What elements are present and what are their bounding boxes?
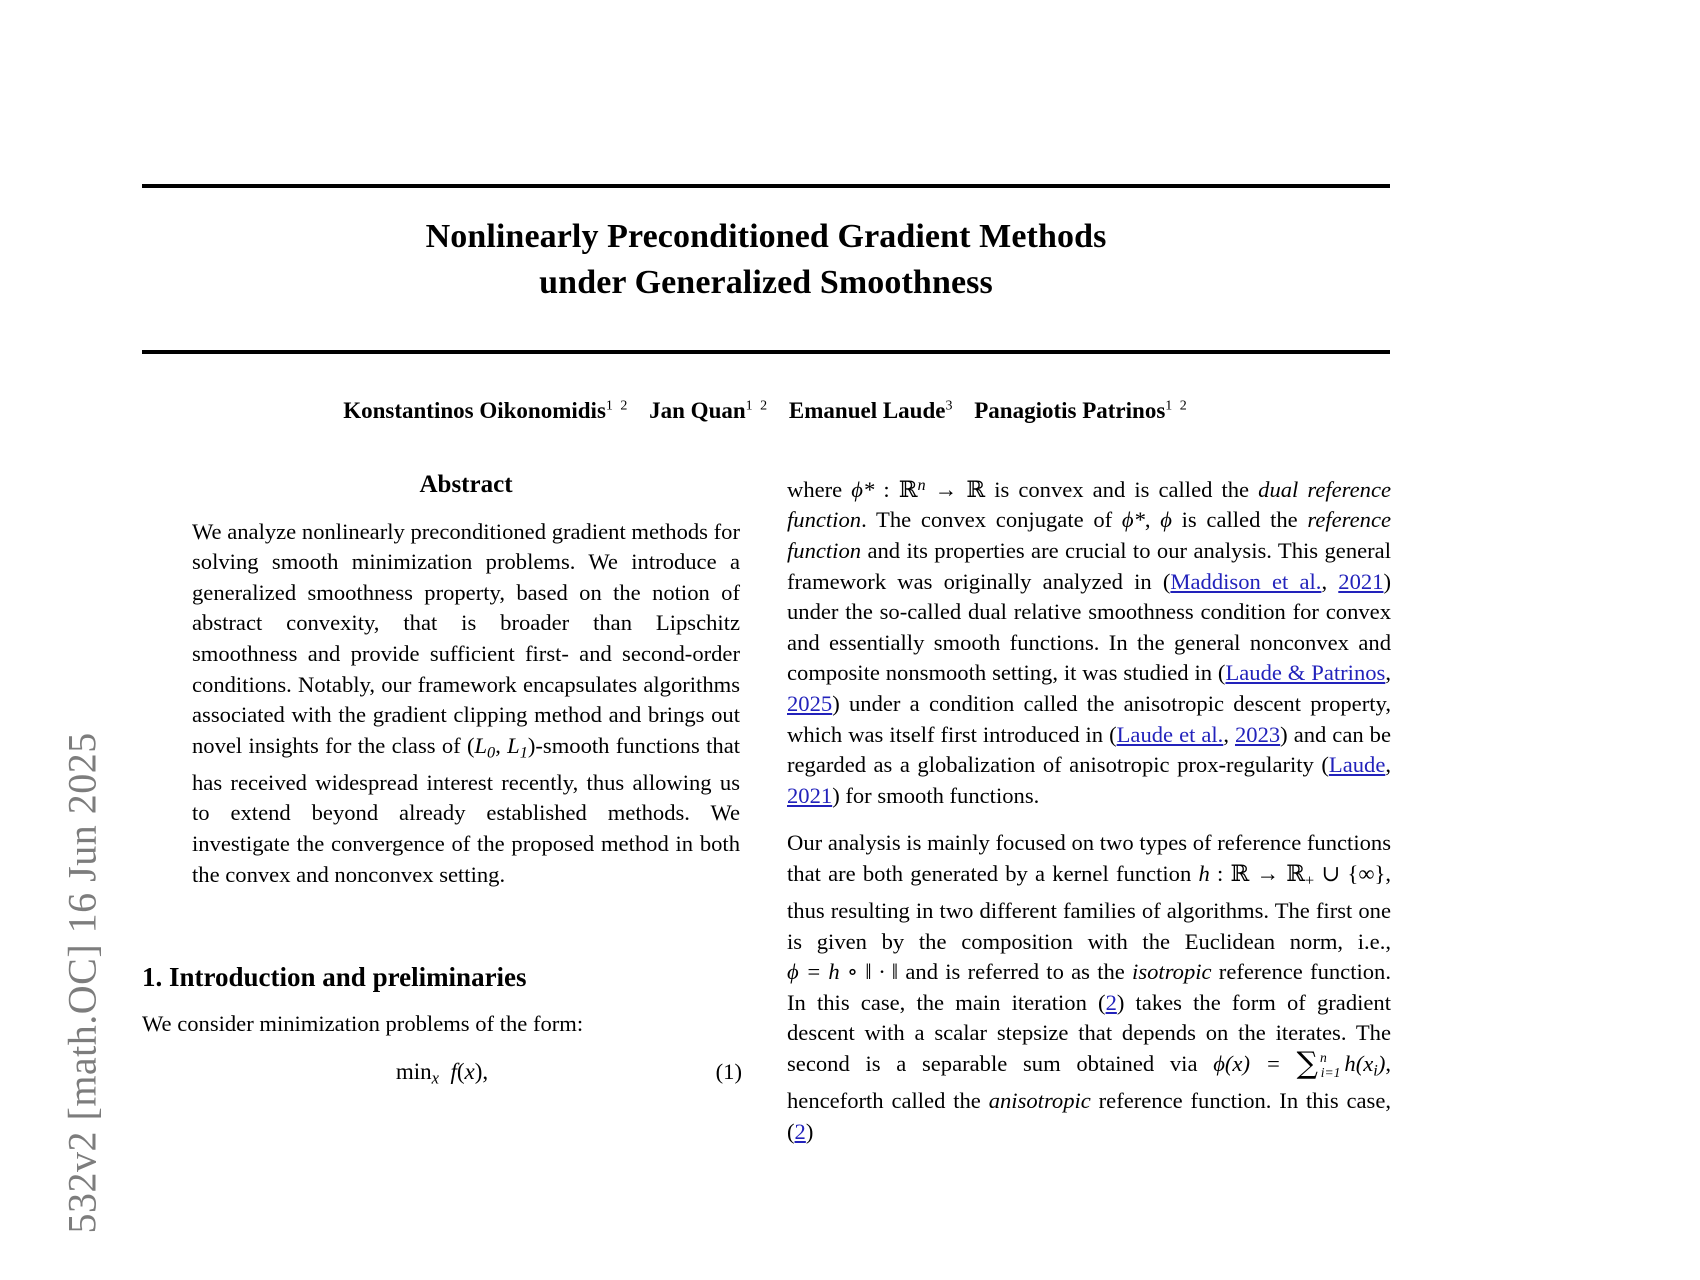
- rp2-emph-isotropic: isotropic: [1132, 959, 1212, 985]
- rp1-emph-reference-function: reference function: [787, 507, 1392, 564]
- author-1-name: Konstantinos Oikonomidis: [343, 398, 606, 423]
- rp1-s5: . The convex conjugate of: [861, 507, 1122, 533]
- equation-ref-2-first[interactable]: 2: [1105, 989, 1117, 1015]
- author-1-affiliation: 1 2: [605, 398, 630, 414]
- rp2-math-x-index: i: [1373, 1061, 1378, 1080]
- rp2-s4: ∪ {∞}: [1314, 860, 1386, 886]
- abstract-text-part-1: We analyze nonlinearly preconditioned gradient methods for solving smooth minimization problems. We introduce a generalized smoothness property, based on the notion of abstract convexity, that is broader than Lipschitz smoothness and provide sufficient first- and second-order conditions. Notably, our framework encapsulates algorithms associated with the gradient clipping method and brings out novel insights for the class of: [192, 518, 740, 758]
- rp2-s9: , henceforth called the: [787, 1051, 1391, 1114]
- author-3: [789, 398, 955, 423]
- rp1-s11: ,: [1385, 660, 1391, 686]
- title-rule-top: [142, 184, 1390, 188]
- equation-1-number: (1): [715, 1059, 742, 1085]
- rp1-s3: →: [925, 476, 967, 502]
- rp2-math-reals-plus: ℝ: [1286, 860, 1306, 887]
- right-paragraph-1: [787, 470, 1391, 811]
- rp1-s2: :: [874, 476, 899, 502]
- rp1-s10: ) under the so-called dual relative smoothness condition for convex and essentially smooth functions. In the general nonconvex and composite nonsmooth setting, it was studied in (: [787, 568, 1391, 686]
- rp1-s12: ) under a condition called the anisotropic descent property, which was itself first introduced in (: [787, 690, 1391, 747]
- rp2-math-phi-x-equals: ϕ(x) =: [1213, 1051, 1297, 1077]
- rp2-math-close-paren: ): [1377, 1051, 1386, 1077]
- rp1-s13: ,: [1223, 721, 1235, 747]
- rp1-math-phi: ϕ: [1160, 507, 1172, 533]
- rp2-s5: , thus resulting in two different families of algorithms. The first one is given by the composition with the Euclidean norm, i.e.,: [787, 860, 1392, 954]
- rp2-math-reals: ℝ: [1230, 860, 1250, 887]
- title-line-2: under Generalized Smoothness: [539, 264, 993, 301]
- citation-laude-year[interactable]: 2021: [787, 782, 833, 808]
- summation-upper-limit: n: [1319, 1050, 1327, 1066]
- citation-laude-patrinos-year[interactable]: 2025: [787, 690, 833, 716]
- citation-laude[interactable]: Laude: [1328, 752, 1386, 778]
- author-2-name: Jan Quan: [649, 398, 746, 423]
- rp1-s8: and its properties are crucial to our analysis. This general framework was originally analyzed in (: [787, 538, 1391, 594]
- rp1-math-phi-star: ϕ*: [851, 476, 875, 502]
- rp1-math-reals-2: ℝ: [966, 476, 986, 503]
- author-4: [974, 398, 1189, 423]
- rp2-s8: ) takes the form of gradient descent with a scalar stepsize that depends on the iterates. The second is a separable sum obtained via: [787, 989, 1391, 1077]
- rp1-math-reals-exponent: n: [917, 476, 926, 494]
- summation-symbol: ∑: [1296, 1046, 1318, 1082]
- rp1-s15: ,: [1385, 752, 1391, 778]
- rp2-s11: ): [805, 1118, 814, 1144]
- rp1-s9: ,: [1321, 568, 1339, 594]
- page-title: [142, 214, 1390, 306]
- author-2: [649, 398, 769, 423]
- equation-ref-2-second[interactable]: 2: [794, 1118, 806, 1144]
- author-1: [343, 398, 629, 423]
- rp1-s6: ,: [1144, 507, 1161, 533]
- left-column: [142, 470, 742, 1097]
- equation-1-operator: min: [395, 1059, 432, 1085]
- rp2-s3: →: [1249, 860, 1287, 886]
- rp2-s1: Our analysis is mainly focused on two types of reference functions that are both generated by a kernel function: [787, 830, 1391, 886]
- equation-1-operator-variable: x: [431, 1069, 439, 1089]
- rp1-emph-dual-reference-function: dual reference function: [787, 476, 1391, 533]
- author-3-name: Emanuel Laude: [788, 398, 946, 423]
- author-4-affiliation: 1 2: [1165, 398, 1189, 414]
- right-paragraph-2: [787, 828, 1391, 1147]
- rp2-emph-anisotropic: anisotropic: [988, 1088, 1091, 1114]
- equation-1-args: (x),: [456, 1059, 489, 1085]
- citation-laude-patrinos[interactable]: Laude & Patrinos: [1225, 660, 1386, 686]
- equation-1: [142, 1057, 742, 1094]
- rp1-math-reals: ℝ: [898, 476, 918, 503]
- equation-1-wrapper: [142, 1057, 742, 1097]
- abstract-text: [190, 517, 742, 891]
- rp1-s1: where: [787, 476, 852, 502]
- rp2-math-phi-sum: [1213, 1046, 1386, 1082]
- paper-page: [142, 0, 1390, 1275]
- abstract-math-L0-L1: ($L_0$, $L_1$): [466, 732, 536, 762]
- abstract-text-part-2: -smooth functions that has received widespread interest recently, thus allowing us to extend beyond already established methods. We investigate the convergence of the proposed method in both the convex and nonconvex setting.: [192, 732, 740, 887]
- rp1-math-phi-star-2: ϕ*: [1121, 507, 1145, 533]
- citation-maddison-et-al[interactable]: Maddison et al.: [1170, 568, 1322, 594]
- citation-laude-et-al-year[interactable]: 2023: [1234, 721, 1281, 747]
- author-4-name: Panagiotis Patrinos: [974, 398, 1166, 423]
- rp1-s16: ) for smooth functions.: [832, 782, 1040, 808]
- author-2-affiliation: 1 2: [745, 398, 770, 414]
- citation-laude-et-al[interactable]: Laude et al.: [1116, 721, 1224, 747]
- rp2-math-h-x: h(x: [1344, 1051, 1374, 1077]
- author-3-affiliation: 3: [945, 398, 955, 414]
- equation-1-function: f: [450, 1059, 457, 1085]
- title-rule-bottom: [142, 350, 1390, 354]
- citation-maddison-year[interactable]: 2021: [1338, 568, 1384, 594]
- rp1-s14: ) and can be regarded as a globalization of anisotropic prox-regularity (: [787, 721, 1391, 778]
- arxiv-identifier-stamp: 532v2 [math.OC] 16 Jun 2025: [59, 732, 105, 1234]
- rp2-s7: reference function. In this case, the main iteration (: [787, 959, 1391, 1015]
- rp2-s6: and is referred to as the: [898, 959, 1133, 985]
- two-column-body: [142, 470, 1390, 1280]
- rp2-s2: :: [1209, 860, 1231, 886]
- section-1-heading: 1. Introduction and preliminaries: [142, 962, 527, 993]
- abstract-heading: Abstract: [419, 471, 513, 498]
- rp2-math-reals-plus-sub: +: [1305, 871, 1315, 890]
- author-list: [142, 398, 1390, 424]
- rp1-s7: is called the: [1171, 507, 1308, 533]
- rp2-math-h: h: [1198, 860, 1210, 886]
- title-line-1: Nonlinearly Preconditioned Gradient Methods: [425, 218, 1107, 255]
- right-column: [787, 470, 1391, 1147]
- summation-lower-limit: i=1: [1320, 1065, 1341, 1081]
- rp2-math-phi-composition: ϕ = h ∘ ‖ · ‖: [787, 959, 899, 985]
- rp1-s4: is convex and is called the: [985, 476, 1259, 502]
- rp2-s10: reference function. In this case, (: [787, 1088, 1391, 1144]
- section-1-paragraph-1: We consider minimization problems of the form:: [142, 1010, 584, 1036]
